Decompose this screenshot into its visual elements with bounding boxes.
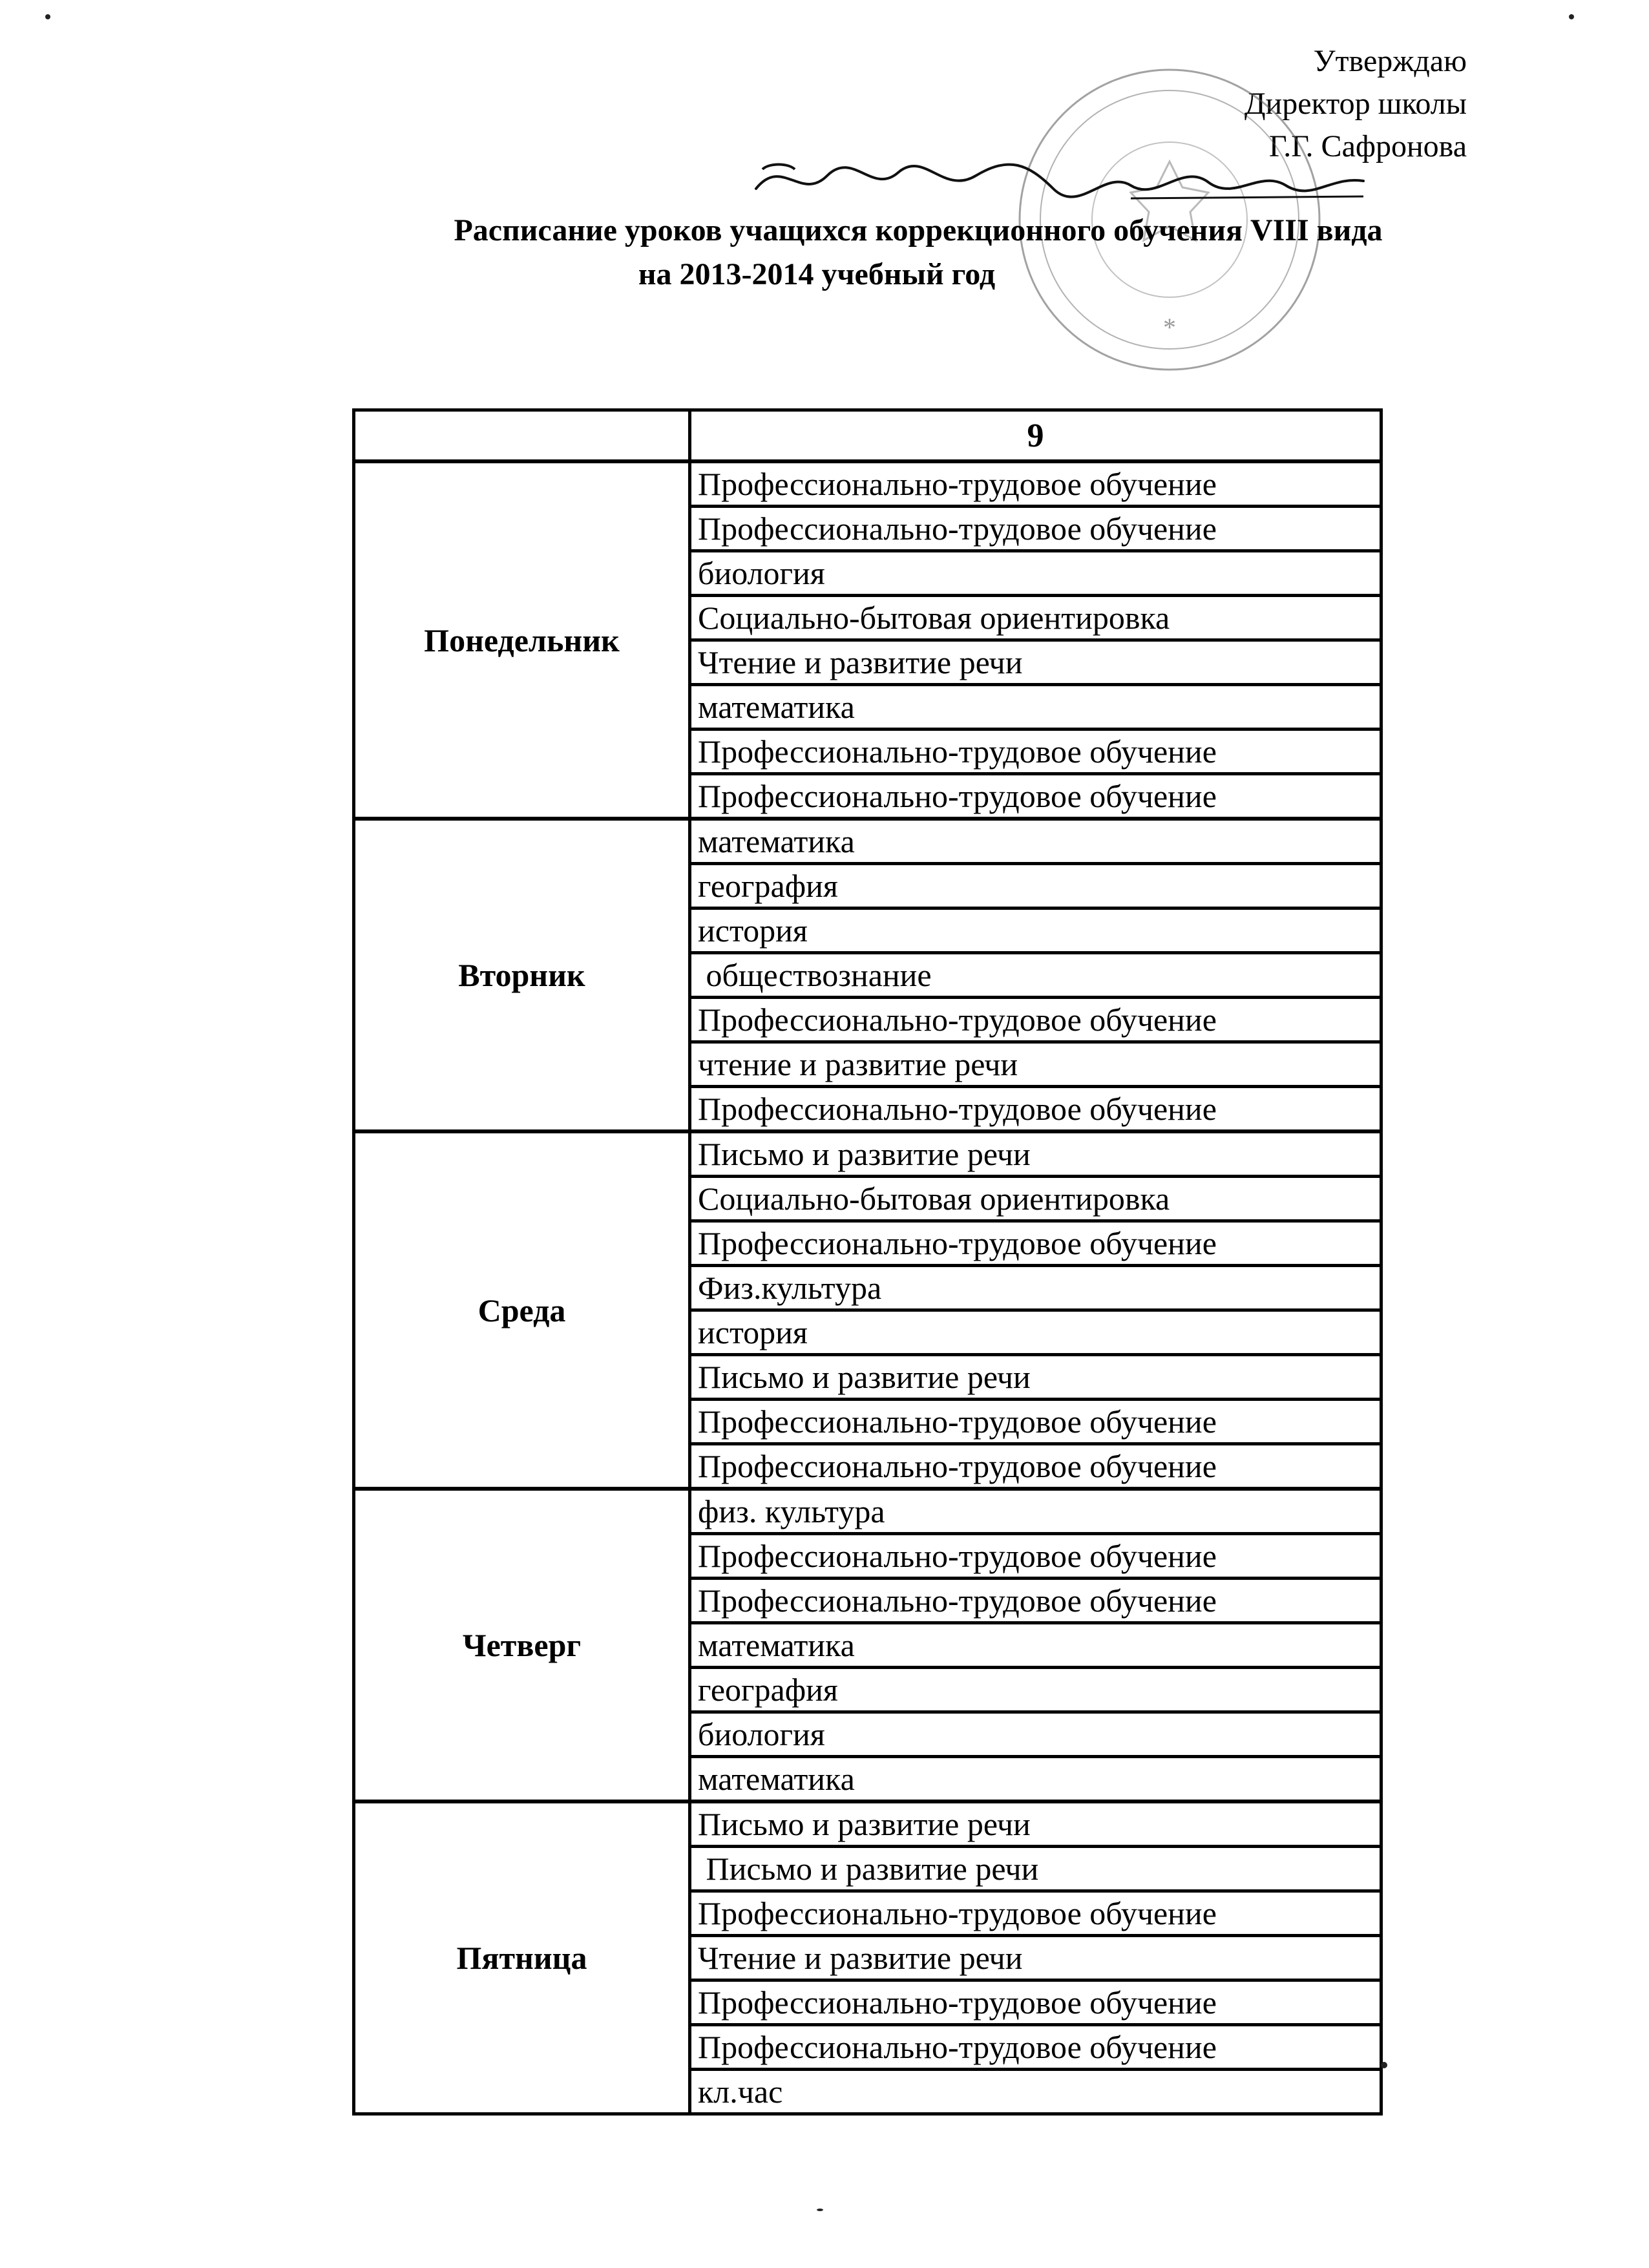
lesson-cell: Профессионально-трудовое обучение [690,1980,1381,2025]
lesson-cell: Письмо и развитие речи [690,1801,1381,1847]
approval-line-approve: Утверждаю [1313,44,1467,78]
lesson-cell: история [690,908,1381,953]
svg-text:*: * [1163,313,1176,342]
lesson-cell: Профессионально-трудовое обучение [690,461,1381,507]
table-row [354,1131,1381,1177]
schedule-table [352,408,1383,2116]
lesson-cell: физ. культура [690,1489,1381,1534]
approval-line-name: Г.Г. Сафронова [1268,129,1467,163]
scan-speck [45,14,50,19]
table-row [354,461,1381,507]
lesson-cell: Чтение и развитие речи [690,1936,1381,1980]
lesson-cell: математика [690,819,1381,864]
lesson-cell: Социально-бытовая ориентировка [690,1177,1381,1221]
lesson-cell: кл.час [690,2070,1381,2114]
day-name-cell: Вторник [354,819,690,1131]
day-name-cell: Понедельник [354,461,690,819]
lesson-cell: Профессионально-трудовое обучение [690,730,1381,774]
lesson-cell: математика [690,685,1381,730]
lesson-cell: обществознание [690,953,1381,998]
lesson-cell: Профессионально-трудовое обучение [690,1087,1381,1132]
class-number-header: 9 [690,410,1381,462]
day-name-cell: Пятница [354,1801,690,2114]
header-empty-cell [354,410,690,462]
table-row [354,1489,1381,1534]
lesson-cell: Письмо и развитие речи [690,1847,1381,1891]
scan-speck [1569,14,1574,19]
lesson-cell: Профессионально-трудовое обучение [690,1534,1381,1579]
lesson-cell: Чтение и развитие речи [690,640,1381,685]
lesson-cell: Профессионально-трудовое обучение [690,1221,1381,1266]
lesson-cell: Профессионально-трудовое обучение [690,1891,1381,1936]
lesson-cell: география [690,864,1381,908]
lesson-cell: Письмо и развитие речи [690,1131,1381,1177]
lesson-cell: математика [690,1757,1381,1802]
handwritten-order-note [743,150,1376,212]
lesson-cell: география [690,1668,1381,1712]
lesson-cell: Социально-бытовая ориентировка [690,596,1381,640]
day-name-cell: Четверг [354,1489,690,1801]
table-row [354,1801,1381,1847]
lesson-cell: Письмо и развитие речи [690,1355,1381,1400]
lesson-cell: биология [690,551,1381,596]
document-title: Расписание уроков учащихся коррекционного обучения VIII вида [454,213,1383,247]
lesson-cell: Профессионально-трудовое обучение [690,998,1381,1042]
table-row [354,819,1381,864]
lesson-cell: Профессионально-трудовое обучение [690,1579,1381,1623]
scan-speck [817,2209,823,2211]
lesson-cell: Профессионально-трудовое обучение [690,2025,1381,2070]
lesson-cell: Профессионально-трудовое обучение [690,507,1381,551]
table-header-row [354,410,1381,462]
lesson-cell: Профессионально-трудовое обучение [690,1444,1381,1489]
day-name-cell: Среда [354,1131,690,1489]
lesson-cell: биология [690,1712,1381,1757]
lesson-cell: история [690,1310,1381,1355]
schedule-body [354,461,1381,2114]
lesson-cell: Физ.культура [690,1266,1381,1310]
scan-speck [1381,2062,1387,2068]
lesson-cell: Профессионально-трудовое обучение [690,1400,1381,1444]
lesson-cell: математика [690,1623,1381,1668]
lesson-cell: чтение и развитие речи [690,1042,1381,1087]
lesson-cell: Профессионально-трудовое обучение [690,774,1381,819]
approval-line-position: Директор школы [1244,87,1467,121]
document-subtitle: на 2013-2014 учебный год [638,257,996,291]
